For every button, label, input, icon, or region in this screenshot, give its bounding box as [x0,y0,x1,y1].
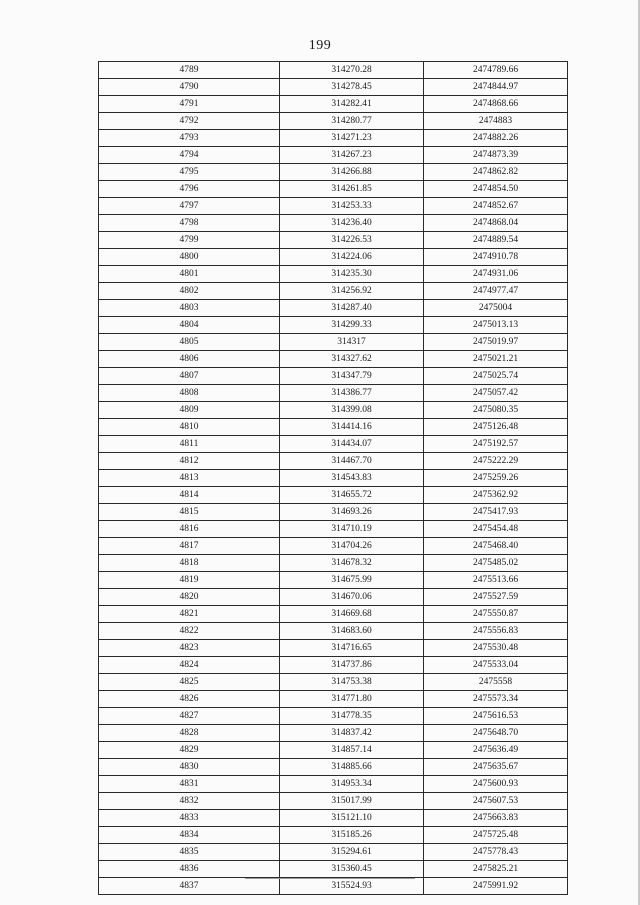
table-row [99,62,568,79]
table-row [99,283,568,300]
point-number-cell: 4809 [99,402,280,419]
table-row [99,113,568,130]
table-row [99,402,568,419]
y-coordinate-cell: 2475057.42 [424,385,568,402]
x-coordinate-cell: 314261.85 [280,181,424,198]
table-row [99,232,568,249]
y-coordinate-cell: 2475126.48 [424,419,568,436]
point-number-cell: 4810 [99,419,280,436]
y-coordinate-cell: 2475607.53 [424,793,568,810]
y-coordinate-cell: 2475600.93 [424,776,568,793]
table-row [99,844,568,861]
point-number-cell: 4836 [99,861,280,878]
point-number-cell: 4789 [99,62,280,79]
point-number-cell: 4824 [99,657,280,674]
point-number-cell: 4834 [99,827,280,844]
y-coordinate-cell: 2475454.48 [424,521,568,538]
point-number-cell: 4815 [99,504,280,521]
table-row [99,878,568,895]
x-coordinate-cell: 314885.66 [280,759,424,776]
table-row [99,130,568,147]
y-coordinate-cell: 2475991.92 [424,878,568,895]
table-row [99,147,568,164]
point-number-cell: 4818 [99,555,280,572]
x-coordinate-cell: 314278.45 [280,79,424,96]
point-number-cell: 4813 [99,470,280,487]
table-row [99,742,568,759]
y-coordinate-cell: 2474862.82 [424,164,568,181]
x-coordinate-cell: 314778.35 [280,708,424,725]
x-coordinate-cell: 314737.86 [280,657,424,674]
table-row [99,368,568,385]
point-number-cell: 4817 [99,538,280,555]
page-number: 199 [308,38,332,53]
point-number-cell: 4801 [99,266,280,283]
point-number-cell: 4814 [99,487,280,504]
point-number-cell: 4833 [99,810,280,827]
point-number-cell: 4803 [99,300,280,317]
x-coordinate-cell: 314224.06 [280,249,424,266]
point-number-cell: 4812 [99,453,280,470]
x-coordinate-cell: 314771.80 [280,691,424,708]
table-row [99,674,568,691]
point-number-cell: 4797 [99,198,280,215]
y-coordinate-cell: 2475485.02 [424,555,568,572]
x-coordinate-cell: 314287.40 [280,300,424,317]
point-number-cell: 4832 [99,793,280,810]
y-coordinate-cell: 2475004 [424,300,568,317]
table-row [99,453,568,470]
x-coordinate-cell: 314655.72 [280,487,424,504]
point-number-cell: 4798 [99,215,280,232]
table-row [99,300,568,317]
x-coordinate-cell: 315360.45 [280,861,424,878]
x-coordinate-cell: 315294.61 [280,844,424,861]
table-row [99,589,568,606]
table-row [99,691,568,708]
y-coordinate-cell: 2474883 [424,113,568,130]
point-number-cell: 4837 [99,878,280,895]
table-row [99,538,568,555]
y-coordinate-cell: 2475636.49 [424,742,568,759]
y-coordinate-cell: 2474854.50 [424,181,568,198]
x-coordinate-cell: 314670.06 [280,589,424,606]
x-coordinate-cell: 314270.28 [280,62,424,79]
bottom-rule [245,878,415,879]
y-coordinate-cell: 2474873.39 [424,147,568,164]
table-row [99,487,568,504]
table-row [99,266,568,283]
point-number-cell: 4820 [99,589,280,606]
table-row [99,623,568,640]
y-coordinate-cell: 2475533.04 [424,657,568,674]
point-number-cell: 4804 [99,317,280,334]
table-row [99,317,568,334]
coordinate-table-body [99,62,568,895]
y-coordinate-cell: 2475725.48 [424,827,568,844]
table-row [99,555,568,572]
coordinate-table [98,61,568,895]
table-row [99,249,568,266]
table-row [99,198,568,215]
x-coordinate-cell: 314282.41 [280,96,424,113]
y-coordinate-cell: 2475192.57 [424,436,568,453]
point-number-cell: 4829 [99,742,280,759]
x-coordinate-cell: 314399.08 [280,402,424,419]
y-coordinate-cell: 2475825.21 [424,861,568,878]
y-coordinate-cell: 2475616.53 [424,708,568,725]
point-number-cell: 4811 [99,436,280,453]
point-number-cell: 4792 [99,113,280,130]
y-coordinate-cell: 2474910.78 [424,249,568,266]
y-coordinate-cell: 2475663.83 [424,810,568,827]
x-coordinate-cell: 314543.83 [280,470,424,487]
table-row [99,385,568,402]
x-coordinate-cell: 314256.92 [280,283,424,300]
point-number-cell: 4821 [99,606,280,623]
point-number-cell: 4835 [99,844,280,861]
x-coordinate-cell: 314280.77 [280,113,424,130]
y-coordinate-cell: 2474852.67 [424,198,568,215]
y-coordinate-cell: 2474868.04 [424,215,568,232]
x-coordinate-cell: 314299.33 [280,317,424,334]
x-coordinate-cell: 314716.65 [280,640,424,657]
y-coordinate-cell: 2475558 [424,674,568,691]
table-row [99,640,568,657]
table-row [99,521,568,538]
y-coordinate-cell: 2475530.48 [424,640,568,657]
y-coordinate-cell: 2475021.21 [424,351,568,368]
y-coordinate-cell: 2474889.54 [424,232,568,249]
x-coordinate-cell: 315524.93 [280,878,424,895]
point-number-cell: 4828 [99,725,280,742]
table-row [99,436,568,453]
y-coordinate-cell: 2475550.87 [424,606,568,623]
point-number-cell: 4826 [99,691,280,708]
x-coordinate-cell: 315017.99 [280,793,424,810]
table-row [99,504,568,521]
point-number-cell: 4831 [99,776,280,793]
table-row [99,334,568,351]
point-number-cell: 4791 [99,96,280,113]
table-row [99,572,568,589]
y-coordinate-cell: 2475019.97 [424,334,568,351]
table-row [99,215,568,232]
y-coordinate-cell: 2475080.35 [424,402,568,419]
point-number-cell: 4793 [99,130,280,147]
table-row [99,827,568,844]
table-row [99,96,568,113]
x-coordinate-cell: 314953.34 [280,776,424,793]
y-coordinate-cell: 2474868.66 [424,96,568,113]
x-coordinate-cell: 314266.88 [280,164,424,181]
table-row [99,79,568,96]
x-coordinate-cell: 314226.53 [280,232,424,249]
table-row [99,861,568,878]
y-coordinate-cell: 2475362.92 [424,487,568,504]
x-coordinate-cell: 314857.14 [280,742,424,759]
point-number-cell: 4802 [99,283,280,300]
point-number-cell: 4823 [99,640,280,657]
x-coordinate-cell: 314386.77 [280,385,424,402]
table-row [99,181,568,198]
y-coordinate-cell: 2475259.26 [424,470,568,487]
table-row [99,793,568,810]
point-number-cell: 4790 [99,79,280,96]
y-coordinate-cell: 2475013.13 [424,317,568,334]
x-coordinate-cell: 314414.16 [280,419,424,436]
y-coordinate-cell: 2475648.70 [424,725,568,742]
table-row [99,351,568,368]
x-coordinate-cell: 314753.38 [280,674,424,691]
table-row [99,470,568,487]
x-coordinate-cell: 314704.26 [280,538,424,555]
point-number-cell: 4800 [99,249,280,266]
y-coordinate-cell: 2475635.67 [424,759,568,776]
x-coordinate-cell: 314837.42 [280,725,424,742]
x-coordinate-cell: 314347.79 [280,368,424,385]
point-number-cell: 4822 [99,623,280,640]
x-coordinate-cell: 314675.99 [280,572,424,589]
table-row [99,776,568,793]
point-number-cell: 4799 [99,232,280,249]
y-coordinate-cell: 2475556.83 [424,623,568,640]
x-coordinate-cell: 314467.70 [280,453,424,470]
y-coordinate-cell: 2475222.29 [424,453,568,470]
y-coordinate-cell: 2475778.43 [424,844,568,861]
x-coordinate-cell: 314434.07 [280,436,424,453]
y-coordinate-cell: 2475025.74 [424,368,568,385]
x-coordinate-cell: 314693.26 [280,504,424,521]
x-coordinate-cell: 314327.62 [280,351,424,368]
x-coordinate-cell: 314236.40 [280,215,424,232]
table-row [99,419,568,436]
y-coordinate-cell: 2474977.47 [424,283,568,300]
y-coordinate-cell: 2474844.97 [424,79,568,96]
y-coordinate-cell: 2474931.06 [424,266,568,283]
point-number-cell: 4830 [99,759,280,776]
x-coordinate-cell: 315121.10 [280,810,424,827]
point-number-cell: 4819 [99,572,280,589]
y-coordinate-cell: 2475468.40 [424,538,568,555]
x-coordinate-cell: 314271.23 [280,130,424,147]
table-row [99,164,568,181]
x-coordinate-cell: 314669.68 [280,606,424,623]
y-coordinate-cell: 2475527.59 [424,589,568,606]
table-row [99,759,568,776]
point-number-cell: 4825 [99,674,280,691]
table-row [99,657,568,674]
point-number-cell: 4827 [99,708,280,725]
x-coordinate-cell: 314253.33 [280,198,424,215]
point-number-cell: 4816 [99,521,280,538]
y-coordinate-cell: 2475573.34 [424,691,568,708]
table-row [99,725,568,742]
y-coordinate-cell: 2475417.93 [424,504,568,521]
point-number-cell: 4805 [99,334,280,351]
x-coordinate-cell: 314683.60 [280,623,424,640]
point-number-cell: 4808 [99,385,280,402]
table-row [99,810,568,827]
point-number-cell: 4794 [99,147,280,164]
table-row [99,606,568,623]
point-number-cell: 4806 [99,351,280,368]
x-coordinate-cell: 314235.30 [280,266,424,283]
x-coordinate-cell: 315185.26 [280,827,424,844]
x-coordinate-cell: 314678.32 [280,555,424,572]
y-coordinate-cell: 2475513.66 [424,572,568,589]
point-number-cell: 4807 [99,368,280,385]
x-coordinate-cell: 314267.23 [280,147,424,164]
point-number-cell: 4796 [99,181,280,198]
y-coordinate-cell: 2474882.26 [424,130,568,147]
table-row [99,708,568,725]
x-coordinate-cell: 314710.19 [280,521,424,538]
point-number-cell: 4795 [99,164,280,181]
x-coordinate-cell: 314317 [280,334,424,351]
y-coordinate-cell: 2474789.66 [424,62,568,79]
